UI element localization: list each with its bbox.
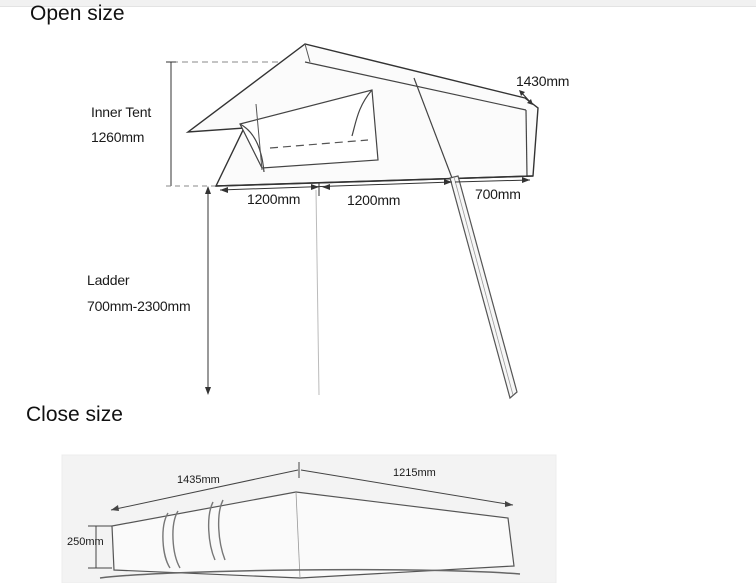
base-dim-left: 1200mm [247,191,301,207]
open-size-heading: Open size [30,2,125,25]
inner-tent-height: 1260mm [91,129,145,145]
width-dim: 1430mm [516,73,570,89]
base-dim-right: 700mm [475,186,521,202]
close-size-heading: Close size [26,403,123,426]
inner-tent-label: Inner Tent [91,104,152,120]
closed-length-left: 1435mm [177,474,220,486]
closed-length-right: 1215mm [393,467,436,479]
closed-height: 250mm [67,536,104,548]
base-dim-mid: 1200mm [347,192,401,208]
ladder-range: 700mm-2300mm [87,298,191,314]
ladder-label: Ladder [87,272,130,288]
